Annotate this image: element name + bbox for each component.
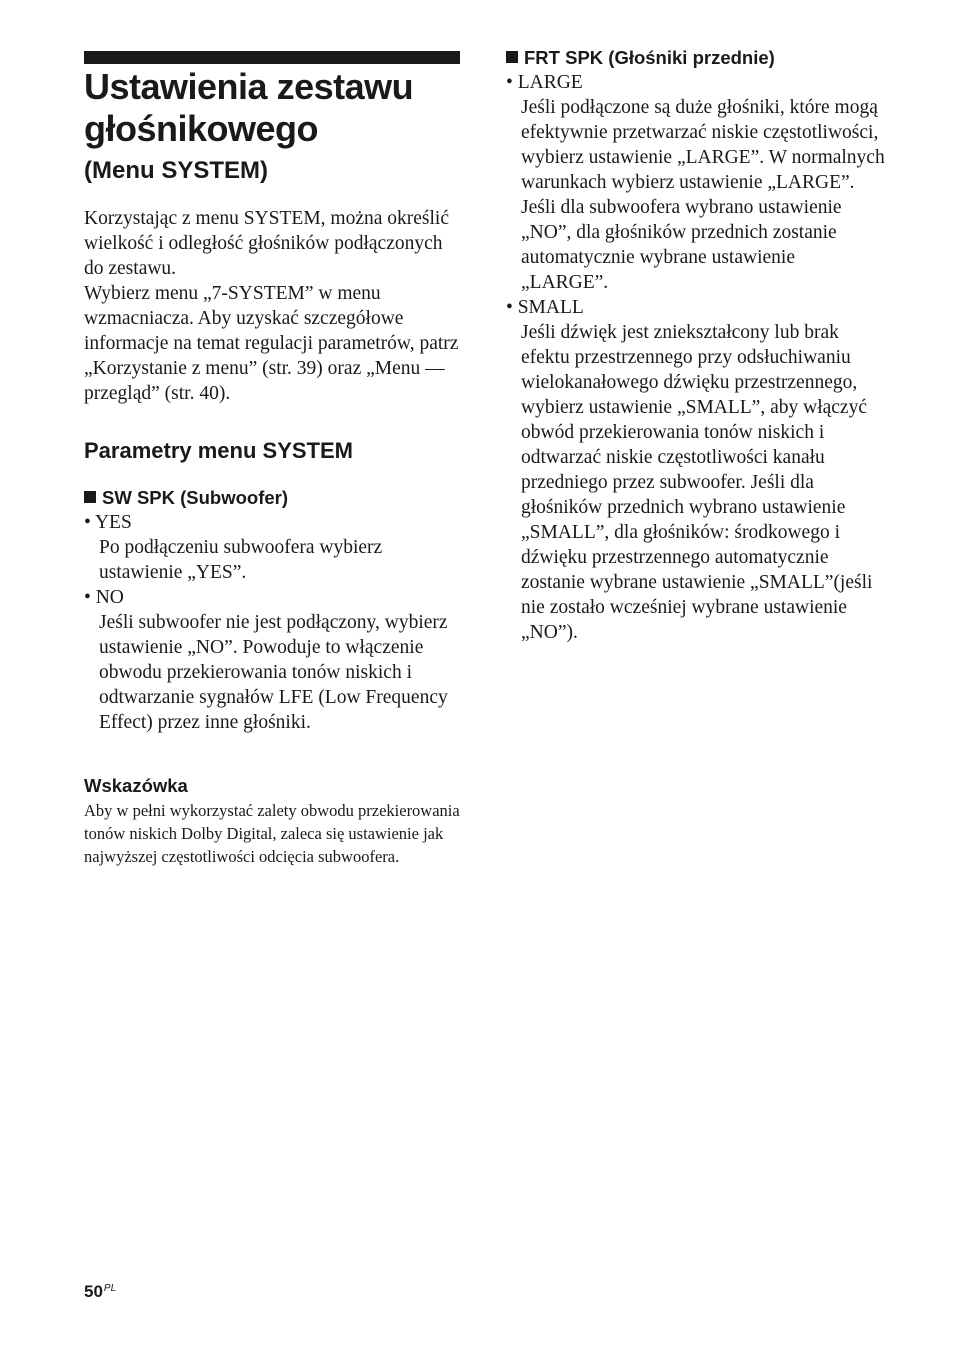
- option-item: [506, 295, 886, 645]
- option-label: • LARGE: [506, 72, 583, 93]
- sw-spk-heading-label: SW SPK (Subwoofer): [102, 487, 289, 508]
- intro-text: [84, 206, 464, 406]
- title-rule: [84, 51, 460, 64]
- page-locale: PL: [103, 1283, 117, 1294]
- option-label: • NO: [84, 587, 124, 608]
- page-title: Ustawienia zestawu głośnikowego: [84, 66, 414, 149]
- frt-spk-heading: [506, 46, 886, 70]
- page-number: [84, 1282, 116, 1302]
- frt-spk-section: [506, 46, 886, 645]
- option-item: [506, 70, 886, 295]
- option-description: Jeśli subwoofer nie jest podłączony, wybierz ustawienie „NO”. Powoduje to włączenie obwodu przekierowania tonów niskich i odtwarzanie sygnałów LFE (Low Frequency Effect) przez inne głośniki.: [99, 612, 448, 733]
- option-label: • SMALL: [506, 297, 584, 318]
- option-description: Jeśli dźwięk jest zniekształcony lub brak efektu przestrzennego przy odsłuchiwaniu wielokanałowego dźwięku przestrzennego, wybierz ustawienie „SMALL”, aby włączyć obwód przekierowania tonów niskich i odtwarzać niskie częstotliwości kanału przedniego przez subwoofer. Jeśli dla głośników przednich wybrano ustawienie „SMALL”, dla głośników: środkowego i dźwięku przestrzennego automatycznie zostanie wybrane ustawienie „SMALL”(jeśli nie zostało wcześniej wybrane ustawienie „NO”).: [521, 322, 873, 643]
- option-description: Jeśli podłączone są duże głośniki, które mogą efektywnie przetwarzać niskie częstotliwości, wybierz ustawienie „LARGE”. W normalnych warunkach wybierz ustawienie „LARGE”. Jeśli dla subwoofera wybrano ustawienie „NO”, dla głośników przednich zostanie automatycznie wybrane ustawienie „LARGE”.: [521, 97, 885, 293]
- intro-paragraph: Wybierz menu „7-SYSTEM” w menu wzmacniacza. Aby uzyskać szczegółowe informacje na temat regulacji parametrów, patrz „Korzystanie z menu” (str. 39) oraz „Menu — przegląd” (str. 40).: [84, 283, 459, 404]
- params-heading: Parametry menu SYSTEM: [84, 438, 353, 463]
- square-bullet-icon: [506, 51, 518, 63]
- option-description: Po podłączeniu subwoofera wybierz ustawienie „YES”.: [99, 537, 383, 583]
- page-subtitle: (Menu SYSTEM): [84, 157, 268, 184]
- intro-paragraph: Korzystając z menu SYSTEM, można określić wielkość i odległość głośników podłączonych do zestawu.: [84, 208, 449, 279]
- sw-spk-section: [84, 486, 464, 735]
- option-label: • YES: [84, 512, 132, 533]
- square-bullet-icon: [84, 491, 96, 503]
- option-item: [84, 585, 464, 735]
- page-number-value: 50: [84, 1282, 103, 1301]
- frt-spk-heading-label: FRT SPK (Głośniki przednie): [524, 47, 775, 68]
- sw-spk-heading: [84, 486, 464, 510]
- tip-heading: Wskazówka: [84, 775, 188, 796]
- tip-text: Aby w pełni wykorzystać zalety obwodu przekierowania tonów niskich Dolby Digital, zaleca się ustawienie jak najwyższej częstotliwości odcięcia subwoofera.: [84, 801, 460, 866]
- option-item: [84, 510, 464, 585]
